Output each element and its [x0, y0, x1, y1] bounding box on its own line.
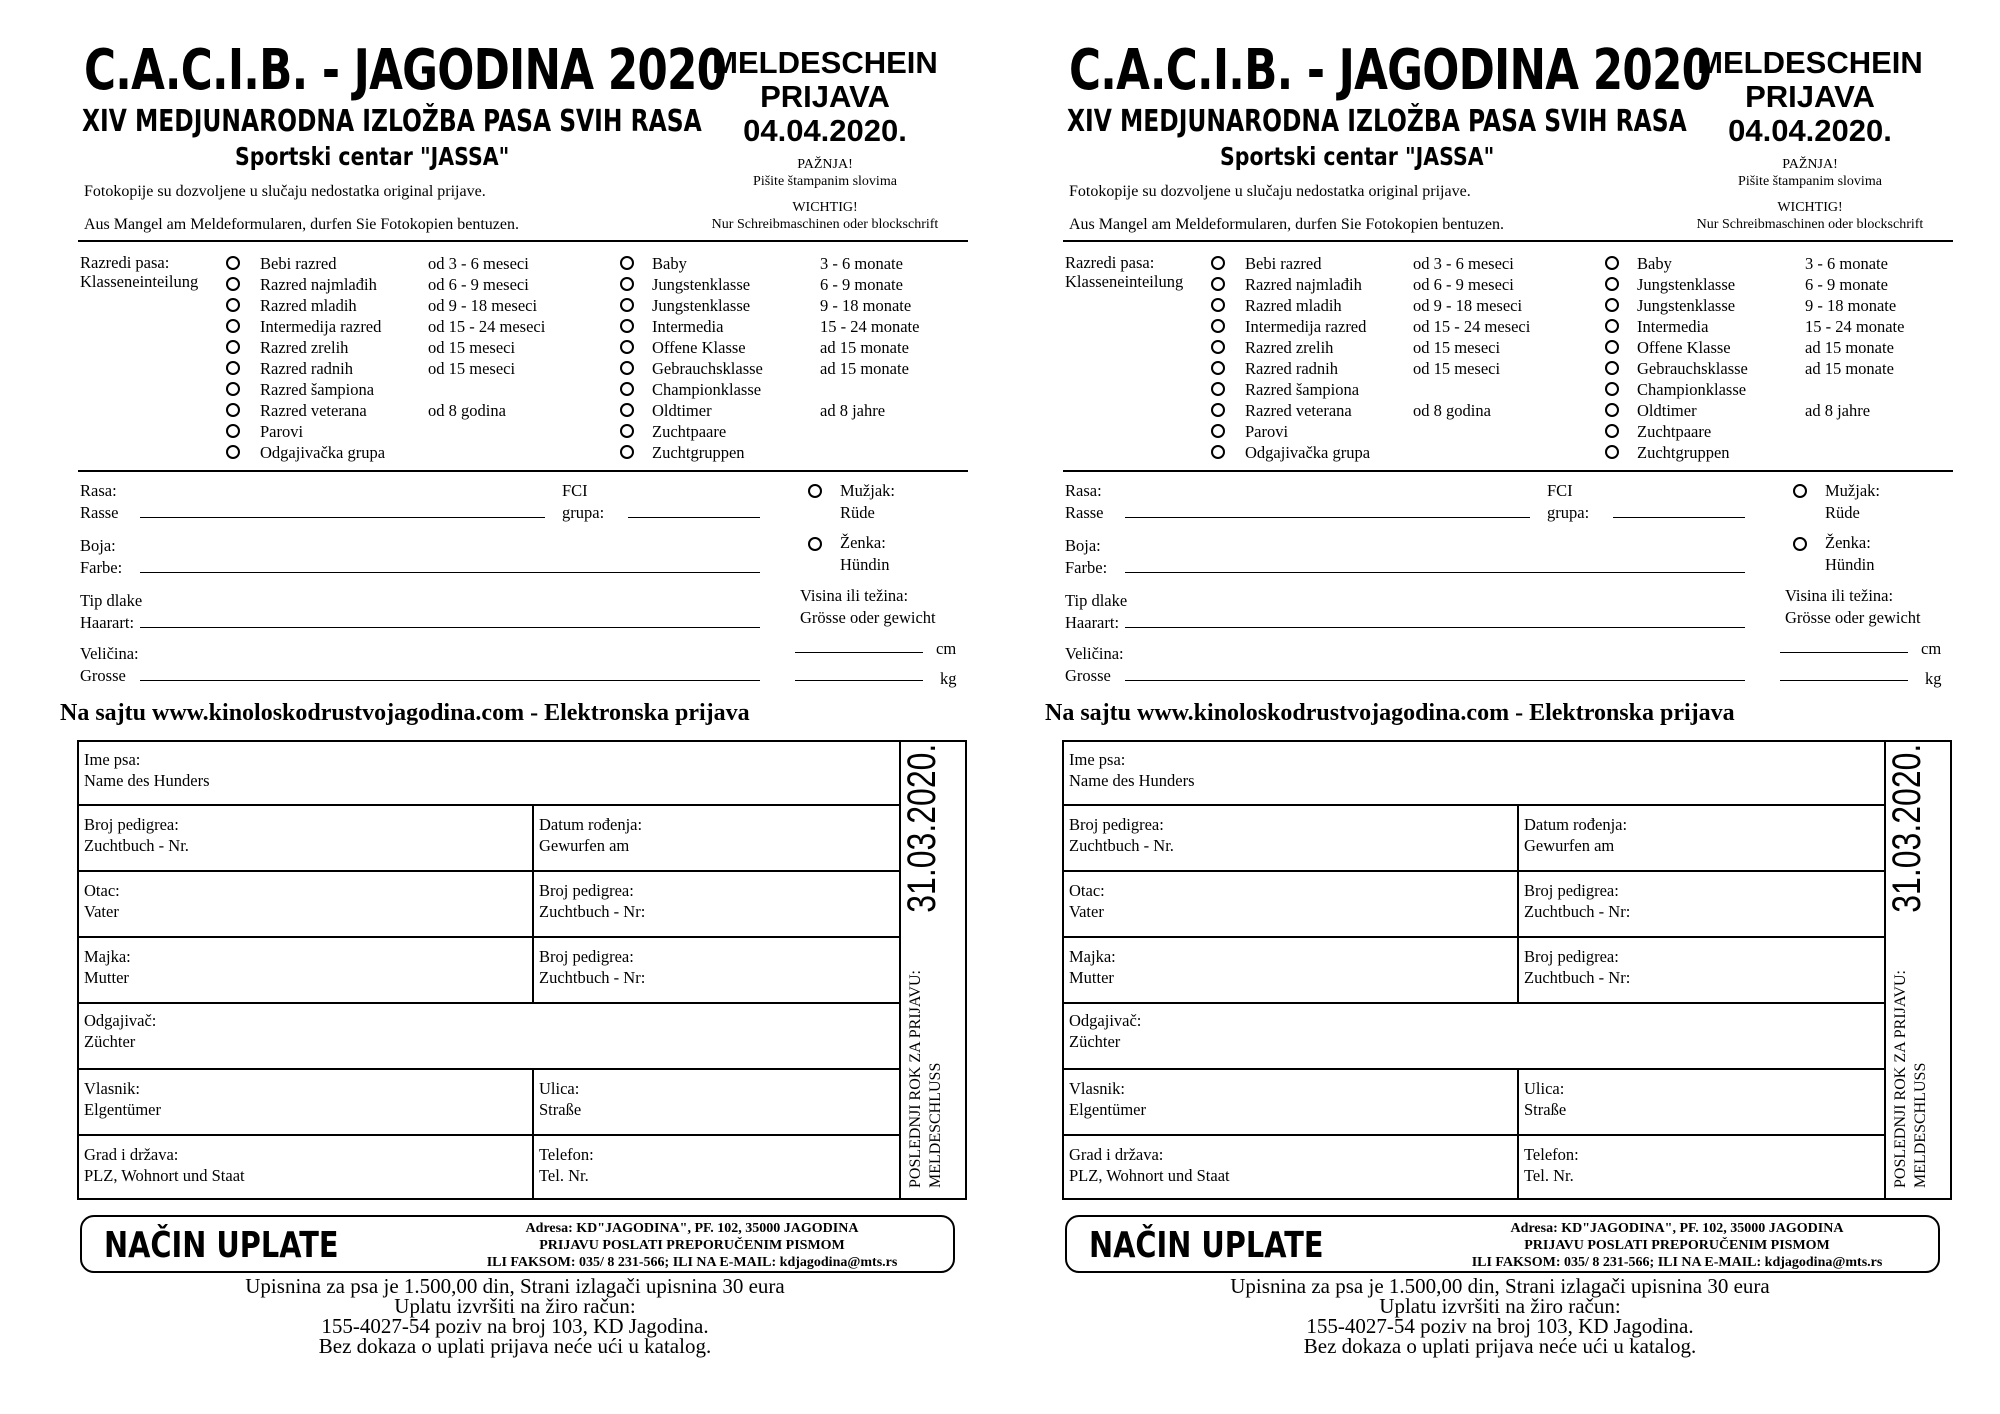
dam-label-sr: Majka: — [84, 947, 131, 966]
radio-class-2[interactable] — [1211, 298, 1225, 312]
color-field[interactable] — [1125, 572, 1745, 573]
phone-label-sr: Telefon: — [1524, 1145, 1579, 1164]
sire-label-sr: Otac: — [1069, 881, 1105, 900]
size-label-sr: Veličina: — [1065, 644, 1124, 663]
payment-address — [1427, 1220, 1927, 1271]
class-name-de: Baby — [652, 254, 687, 273]
payment-box — [1065, 1215, 1940, 1273]
radio-class-1[interactable] — [226, 277, 240, 291]
sire-label-de: Vater — [1069, 902, 1104, 921]
class-name-de: Gebrauchsklasse — [1637, 359, 1748, 378]
venue: Sportski centar "JASSA" — [1220, 142, 1495, 171]
column-divider — [1517, 804, 1519, 1002]
meldeschein-label: MELDESCHEIN — [1697, 45, 1923, 80]
class-name-de: Intermedia — [1637, 317, 1709, 336]
class-name-sr: Parovi — [1245, 422, 1289, 441]
pedigree-label-de: Zuchtbuch - Nr. — [1069, 836, 1174, 855]
street-label-sr: Ulica: — [539, 1079, 580, 1098]
class-age-sr: od 6 - 9 meseci — [1413, 275, 1514, 294]
classes-label-sr: Razredi pasa: — [80, 253, 170, 272]
details-table — [1062, 740, 1952, 1200]
birth-date-label-sr: Datum rođenja: — [539, 815, 643, 834]
venue: Sportski centar "JASSA" — [235, 142, 510, 171]
class-age-de: 6 - 9 monate — [820, 275, 903, 294]
radio-class-de-6[interactable] — [1605, 382, 1619, 396]
fci-group-label: grupa: — [562, 503, 605, 522]
class-age-de: 9 - 18 monate — [1805, 296, 1897, 315]
male-label-sr: Mužjak: — [1825, 481, 1880, 500]
row-divider — [1064, 936, 1884, 938]
class-name-de: Zuchtpaare — [652, 422, 727, 441]
kg-unit: kg — [1925, 669, 1942, 688]
account-label: Uplatu izvršiti na žiro račun: — [394, 1294, 636, 1318]
coat-type-field[interactable] — [140, 627, 760, 628]
row-divider — [79, 870, 899, 872]
entry-form-right — [985, 0, 1985, 1414]
owner-label-sr: Vlasnik: — [84, 1079, 140, 1098]
class-name-de: Zuchtgruppen — [1637, 443, 1730, 462]
height-weight-label-de: Grösse oder gewicht — [1785, 608, 1921, 627]
class-name-sr: Intermedija razred — [1245, 317, 1367, 336]
radio-class-4[interactable] — [1211, 340, 1225, 354]
divider — [1063, 470, 1953, 472]
details-table — [77, 740, 967, 1200]
radio-class-8[interactable] — [1211, 424, 1225, 438]
coat-type-label-sr: Tip dlake — [1065, 591, 1128, 610]
classes-label-de: Klasseneinteilung — [80, 272, 199, 291]
size-field[interactable] — [1125, 680, 1745, 681]
radio-class-de-4[interactable] — [620, 340, 634, 354]
address-line: Adresa: KD"JAGODINA", PF. 102, 35000 JAGODINA — [1510, 1221, 1844, 1236]
classes-label-sr: Razredi pasa: — [1065, 253, 1155, 272]
dam-pedigree-label-sr: Broj pedigrea: — [539, 947, 634, 966]
radio-class-8[interactable] — [226, 424, 240, 438]
deadline-date: 31.03.2020. — [900, 744, 944, 914]
class-name-sr: Razred veterana — [260, 401, 367, 420]
breeder-label-sr: Odgajivač: — [1069, 1011, 1142, 1030]
class-name-sr: Razred zrelih — [1245, 338, 1334, 357]
class-name-de: Baby — [1637, 254, 1672, 273]
fax-email-line: ILI FAKSOM: 035/ 8 231-566; ILI NA E-MAIL: kdjagodina@mts.rs — [486, 1255, 898, 1270]
dam-label-sr: Majka: — [1069, 947, 1116, 966]
breed-label-de: Rasse — [1065, 503, 1104, 522]
city-label-sr: Grad i država: — [84, 1145, 179, 1164]
radio-class-de-4[interactable] — [1605, 340, 1619, 354]
warning-sr-text: Pišite štampanim slovima — [753, 174, 897, 189]
radio-class-de-7[interactable] — [1605, 403, 1619, 417]
breeder-label-sr: Odgajivač: — [84, 1011, 157, 1030]
website-note: Na sajtu www.kinoloskodrustvojagodina.com - Elektronska prijava — [60, 700, 750, 726]
class-age-de: 15 - 24 monate — [1805, 317, 1905, 336]
show-subtitle: XIV MEDJUNARODNA IZLOŽBA PASA SVIH RASA — [82, 104, 702, 139]
birth-date-label-sr: Datum rođenja: — [1524, 815, 1628, 834]
class-age-sr: od 8 godina — [1413, 401, 1491, 420]
radio-class-5[interactable] — [226, 361, 240, 375]
class-age-sr: od 3 - 6 meseci — [1413, 254, 1514, 273]
male-label-de: Rüde — [1825, 503, 1860, 522]
class-age-sr: od 6 - 9 meseci — [428, 275, 529, 294]
fci-group-label: grupa: — [1547, 503, 1590, 522]
payment-box — [80, 1215, 955, 1273]
dog-name-label-de: Name des Hunders — [84, 771, 210, 790]
color-label-de: Farbe: — [1065, 558, 1108, 577]
class-age-de: ad 15 monate — [1805, 359, 1894, 378]
radio-class-de-5[interactable] — [620, 361, 634, 375]
height-field[interactable] — [1780, 652, 1908, 653]
warning-sr-title: PAŽNJA! — [797, 157, 853, 172]
breeder-label-de: Züchter — [84, 1032, 136, 1051]
class-age-sr: od 3 - 6 meseci — [428, 254, 529, 273]
female-label-de: Hündin — [840, 555, 890, 574]
class-age-sr: od 9 - 18 meseci — [428, 296, 538, 315]
show-title: C.A.C.I.B. - JAGODINA 2020 — [1069, 38, 1712, 103]
size-label-de: Grosse — [80, 666, 126, 685]
address-line: Adresa: KD"JAGODINA", PF. 102, 35000 JAGODINA — [525, 1221, 859, 1236]
proof-note: Bez dokaza o uplati prijava neće ući u katalog. — [1303, 1334, 1697, 1358]
street-label-de: Straße — [539, 1100, 582, 1119]
class-name-sr: Razred šampiona — [1245, 380, 1360, 399]
radio-class-6[interactable] — [1211, 382, 1225, 396]
warning-de-title: WICHTIG! — [792, 200, 858, 215]
sire-label-de: Vater — [84, 902, 119, 921]
radio-class-de-6[interactable] — [620, 382, 634, 396]
pedigree-label-sr: Broj pedigrea: — [1069, 815, 1164, 834]
divider — [1063, 240, 1953, 242]
sire-pedigree-label-sr: Broj pedigrea: — [539, 881, 634, 900]
dam-pedigree-label-sr: Broj pedigrea: — [1524, 947, 1619, 966]
payment-info — [1085, 1276, 1915, 1356]
weight-field[interactable] — [1780, 680, 1908, 681]
class-age-sr: od 8 godina — [428, 401, 506, 420]
class-name-sr: Razred najmlađih — [1245, 275, 1362, 294]
class-name-sr: Intermedija razred — [260, 317, 382, 336]
class-name-sr: Razred šampiona — [260, 380, 375, 399]
city-label-sr: Grad i država: — [1069, 1145, 1164, 1164]
deadline-label-sr: POSLEDNJI ROK ZA PRIJAVU: — [1892, 970, 1909, 1188]
male-label-de: Rüde — [840, 503, 875, 522]
sire-label-sr: Otac: — [84, 881, 120, 900]
radio-class-3[interactable] — [226, 319, 240, 333]
warning-de — [1665, 199, 1955, 233]
fax-email-line: ILI FAKSOM: 035/ 8 231-566; ILI NA E-MAIL: kdjagodina@mts.rs — [1471, 1255, 1883, 1270]
breeder-label-de: Züchter — [1069, 1032, 1121, 1051]
account-label: Uplatu izvršiti na žiro račun: — [1379, 1294, 1621, 1318]
class-name-sr: Razred najmlađih — [260, 275, 377, 294]
warning-sr — [1665, 156, 1955, 190]
radio-female[interactable] — [1793, 537, 1807, 551]
column-divider — [1517, 1068, 1519, 1198]
row-divider — [79, 804, 899, 806]
breed-label-sr: Rasa: — [1065, 481, 1102, 500]
owner-label-de: Elgentümer — [84, 1100, 161, 1119]
warning-de-text: Nur Schreibmaschinen oder blockschrift — [1696, 217, 1924, 232]
prijava-label: PRIJAVA — [1745, 79, 1875, 114]
height-weight-label-de: Grösse oder gewicht — [800, 608, 936, 627]
class-name-de: Zuchtpaare — [1637, 422, 1712, 441]
row-divider — [1064, 1068, 1884, 1070]
class-name-de: Oldtimer — [652, 401, 712, 420]
row-divider — [1064, 870, 1884, 872]
female-label-sr: Ženka: — [840, 533, 886, 552]
female-label-de: Hündin — [1825, 555, 1875, 574]
meldeschein-label: MELDESCHEIN — [712, 45, 938, 80]
warning-sr — [680, 156, 970, 190]
class-name-de: Zuchtgruppen — [652, 443, 745, 462]
warning-de-text: Nur Schreibmaschinen oder blockschrift — [711, 217, 939, 232]
class-age-de: ad 8 jahre — [820, 401, 886, 420]
radio-class-9[interactable] — [226, 445, 240, 459]
phone-label-de: Tel. Nr. — [539, 1166, 589, 1185]
show-title: C.A.C.I.B. - JAGODINA 2020 — [84, 38, 727, 103]
deadline-column — [1885, 734, 1945, 1194]
birth-date-label-de: Gewurfen am — [1524, 836, 1615, 855]
deadline-label-sr: POSLEDNJI ROK ZA PRIJAVU: — [907, 970, 924, 1188]
radio-class-de-3[interactable] — [620, 319, 634, 333]
radio-class-0[interactable] — [226, 256, 240, 270]
radio-class-de-0[interactable] — [620, 256, 634, 270]
photocopy-note-de: Aus Mangel am Meldeformularen, durfen Sie Fotokopien bentuzen. — [84, 216, 519, 233]
photocopy-note-sr: Fotokopije su dozvoljene u slučaju nedostatka original prijave. — [84, 183, 486, 200]
deadline-date: 31.03.2020. — [1885, 744, 1929, 914]
divider — [78, 470, 968, 472]
class-name-de: Championklasse — [1637, 380, 1747, 399]
breed-label-sr: Rasa: — [80, 481, 117, 500]
class-name-sr: Razred zrelih — [260, 338, 349, 357]
pedigree-label-de: Zuchtbuch - Nr. — [84, 836, 189, 855]
class-age-de: ad 15 monate — [820, 359, 909, 378]
class-name-sr: Razred radnih — [260, 359, 353, 378]
class-age-de: ad 8 jahre — [1805, 401, 1871, 420]
dog-name-label-sr: Ime psa: — [84, 750, 141, 769]
radio-male[interactable] — [1793, 484, 1807, 498]
class-name-sr: Odgajivačka grupa — [260, 443, 386, 462]
radio-class-1[interactable] — [1211, 277, 1225, 291]
class-age-sr: od 15 - 24 meseci — [428, 317, 546, 336]
class-name-de: Jungstenklasse — [1637, 296, 1736, 315]
height-weight-label-sr: Visina ili težina: — [1785, 586, 1894, 605]
kg-unit: kg — [940, 669, 957, 688]
class-age-sr: od 15 - 24 meseci — [1413, 317, 1531, 336]
row-divider — [1064, 1134, 1884, 1136]
size-label-sr: Veličina: — [80, 644, 139, 663]
class-name-de: Gebrauchsklasse — [652, 359, 763, 378]
color-label-sr: Boja: — [1065, 536, 1101, 555]
city-label-de: PLZ, Wohnort und Staat — [1069, 1166, 1230, 1185]
dam-pedigree-label-de: Zuchtbuch - Nr: — [539, 968, 646, 987]
class-name-sr: Parovi — [260, 422, 304, 441]
size-label-de: Grosse — [1065, 666, 1111, 685]
radio-female[interactable] — [808, 537, 822, 551]
row-divider — [1064, 1002, 1884, 1004]
class-age-sr: od 15 meseci — [428, 338, 516, 357]
class-name-de: Oldtimer — [1637, 401, 1697, 420]
phone-label-sr: Telefon: — [539, 1145, 594, 1164]
class-name-de: Jungstenklasse — [1637, 275, 1736, 294]
row-divider — [79, 1002, 899, 1004]
class-age-de: 3 - 6 monate — [1805, 254, 1888, 273]
male-label-sr: Mužjak: — [840, 481, 895, 500]
class-age-de: 15 - 24 monate — [820, 317, 920, 336]
height-weight-label-sr: Visina ili težina: — [800, 586, 909, 605]
height-field[interactable] — [795, 652, 923, 653]
class-age-de: ad 15 monate — [820, 338, 909, 357]
show-date: 04.04.2020. — [743, 113, 907, 148]
radio-class-de-9[interactable] — [1605, 445, 1619, 459]
class-name-sr: Razred mladih — [260, 296, 357, 315]
street-label-sr: Ulica: — [1524, 1079, 1565, 1098]
class-name-sr: Razred veterana — [1245, 401, 1352, 420]
class-age-sr: od 15 meseci — [1413, 359, 1501, 378]
class-age-sr: od 15 meseci — [428, 359, 516, 378]
deadline-column — [900, 734, 960, 1194]
class-name-sr: Odgajivačka grupa — [1245, 443, 1371, 462]
dam-label-de: Mutter — [1069, 968, 1114, 987]
payment-address — [442, 1220, 942, 1271]
class-age-de: 3 - 6 monate — [820, 254, 903, 273]
radio-class-de-8[interactable] — [1605, 424, 1619, 438]
photocopy-note-sr: Fotokopije su dozvoljene u slučaju nedostatka original prijave. — [1069, 183, 1471, 200]
weight-field[interactable] — [795, 680, 923, 681]
radio-class-9[interactable] — [1211, 445, 1225, 459]
sire-pedigree-label-de: Zuchtbuch - Nr: — [1524, 902, 1631, 921]
coat-type-field[interactable] — [1125, 627, 1745, 628]
class-name-sr: Bebi razred — [260, 254, 337, 273]
breed-field[interactable] — [1125, 517, 1530, 518]
color-field[interactable] — [140, 572, 760, 573]
send-instruction: PRIJAVU POSLATI PREPORUČENIM PISMOM — [1524, 1238, 1830, 1253]
radio-class-de-3[interactable] — [1605, 319, 1619, 333]
sire-pedigree-label-sr: Broj pedigrea: — [1524, 881, 1619, 900]
radio-class-2[interactable] — [226, 298, 240, 312]
coat-type-label-sr: Tip dlake — [80, 591, 143, 610]
show-subtitle: XIV MEDJUNARODNA IZLOŽBA PASA SVIH RASA — [1067, 104, 1687, 139]
radio-class-5[interactable] — [1211, 361, 1225, 375]
account-number: 155-4027-54 poziv na broj 103, KD Jagodina. — [321, 1314, 709, 1338]
class-name-de: Jungstenklasse — [652, 296, 751, 315]
coat-type-label-de: Haarart: — [80, 613, 135, 632]
radio-class-de-9[interactable] — [620, 445, 634, 459]
proof-note: Bez dokaza o uplati prijava neće ući u katalog. — [318, 1334, 712, 1358]
class-name-de: Offene Klasse — [652, 338, 746, 357]
dog-name-label-de: Name des Hunders — [1069, 771, 1195, 790]
class-age-sr: od 15 meseci — [1413, 338, 1501, 357]
radio-class-de-1[interactable] — [620, 277, 634, 291]
radio-class-6[interactable] — [226, 382, 240, 396]
class-name-de: Intermedia — [652, 317, 724, 336]
radio-class-0[interactable] — [1211, 256, 1225, 270]
warning-sr-title: PAŽNJA! — [1782, 157, 1838, 172]
form-heading — [1665, 46, 1955, 148]
city-label-de: PLZ, Wohnort und Staat — [84, 1166, 245, 1185]
pedigree-label-sr: Broj pedigrea: — [84, 815, 179, 834]
divider — [78, 240, 968, 242]
class-name-sr: Razred mladih — [1245, 296, 1342, 315]
send-instruction: PRIJAVU POSLATI PREPORUČENIM PISMOM — [539, 1238, 845, 1253]
row-divider — [1064, 804, 1884, 806]
class-name-de: Offene Klasse — [1637, 338, 1731, 357]
row-divider — [79, 1068, 899, 1070]
form-heading — [680, 46, 970, 148]
classes-label-de: Klasseneinteilung — [1065, 272, 1184, 291]
radio-male[interactable] — [808, 484, 822, 498]
column-divider — [532, 804, 534, 1002]
photocopy-note-de: Aus Mangel am Meldeformularen, durfen Sie Fotokopien bentuzen. — [1069, 216, 1504, 233]
class-age-de: 6 - 9 monate — [1805, 275, 1888, 294]
radio-class-de-5[interactable] — [1605, 361, 1619, 375]
radio-class-de-0[interactable] — [1605, 256, 1619, 270]
dog-name-label-sr: Ime psa: — [1069, 750, 1126, 769]
warning-de-title: WICHTIG! — [1777, 200, 1843, 215]
radio-class-4[interactable] — [226, 340, 240, 354]
female-label-sr: Ženka: — [1825, 533, 1871, 552]
account-number: 155-4027-54 poziv na broj 103, KD Jagodina. — [1306, 1314, 1694, 1338]
radio-class-de-8[interactable] — [620, 424, 634, 438]
birth-date-label-de: Gewurfen am — [539, 836, 630, 855]
class-age-sr: od 9 - 18 meseci — [1413, 296, 1523, 315]
class-name-sr: Razred radnih — [1245, 359, 1338, 378]
fci-group-field[interactable] — [1613, 517, 1745, 518]
payment-heading: NAČIN UPLATE — [1089, 1225, 1324, 1266]
dam-pedigree-label-de: Zuchtbuch - Nr: — [1524, 968, 1631, 987]
fci-label: FCI — [1547, 481, 1573, 500]
row-divider — [79, 1134, 899, 1136]
deadline-label-de: MELDESCHLUSS — [1912, 1062, 1929, 1188]
warning-de — [680, 199, 970, 233]
payment-heading: NAČIN UPLATE — [104, 1225, 339, 1266]
fee-line: Upisnina za psa je 1.500,00 din, Strani izlagači upisnina 30 eura — [245, 1274, 785, 1298]
radio-class-de-7[interactable] — [620, 403, 634, 417]
color-label-sr: Boja: — [80, 536, 116, 555]
class-age-de: ad 15 monate — [1805, 338, 1894, 357]
radio-class-7[interactable] — [1211, 403, 1225, 417]
fci-group-field[interactable] — [628, 517, 760, 518]
row-divider — [79, 936, 899, 938]
fci-label: FCI — [562, 481, 588, 500]
radio-class-de-1[interactable] — [1605, 277, 1619, 291]
radio-class-7[interactable] — [226, 403, 240, 417]
show-date: 04.04.2020. — [1728, 113, 1892, 148]
website-note: Na sajtu www.kinoloskodrustvojagodina.com - Elektronska prijava — [1045, 700, 1735, 726]
owner-label-sr: Vlasnik: — [1069, 1079, 1125, 1098]
prijava-label: PRIJAVA — [760, 79, 890, 114]
coat-type-label-de: Haarart: — [1065, 613, 1120, 632]
cm-unit: cm — [936, 639, 957, 658]
deadline-label-de: MELDESCHLUSS — [927, 1062, 944, 1188]
color-label-de: Farbe: — [80, 558, 123, 577]
payment-info — [100, 1276, 930, 1356]
class-name-de: Jungstenklasse — [652, 275, 751, 294]
sire-pedigree-label-de: Zuchtbuch - Nr: — [539, 902, 646, 921]
class-name-sr: Bebi razred — [1245, 254, 1322, 273]
size-field[interactable] — [140, 680, 760, 681]
radio-class-de-2[interactable] — [620, 298, 634, 312]
breed-label-de: Rasse — [80, 503, 119, 522]
phone-label-de: Tel. Nr. — [1524, 1166, 1574, 1185]
cm-unit: cm — [1921, 639, 1942, 658]
radio-class-de-2[interactable] — [1605, 298, 1619, 312]
class-name-de: Championklasse — [652, 380, 762, 399]
fee-line: Upisnina za psa je 1.500,00 din, Strani izlagači upisnina 30 eura — [1230, 1274, 1770, 1298]
street-label-de: Straße — [1524, 1100, 1567, 1119]
warning-sr-text: Pišite štampanim slovima — [1738, 174, 1882, 189]
radio-class-3[interactable] — [1211, 319, 1225, 333]
owner-label-de: Elgentümer — [1069, 1100, 1146, 1119]
column-divider — [532, 1068, 534, 1198]
dam-label-de: Mutter — [84, 968, 129, 987]
class-age-de: 9 - 18 monate — [820, 296, 912, 315]
breed-field[interactable] — [140, 517, 545, 518]
